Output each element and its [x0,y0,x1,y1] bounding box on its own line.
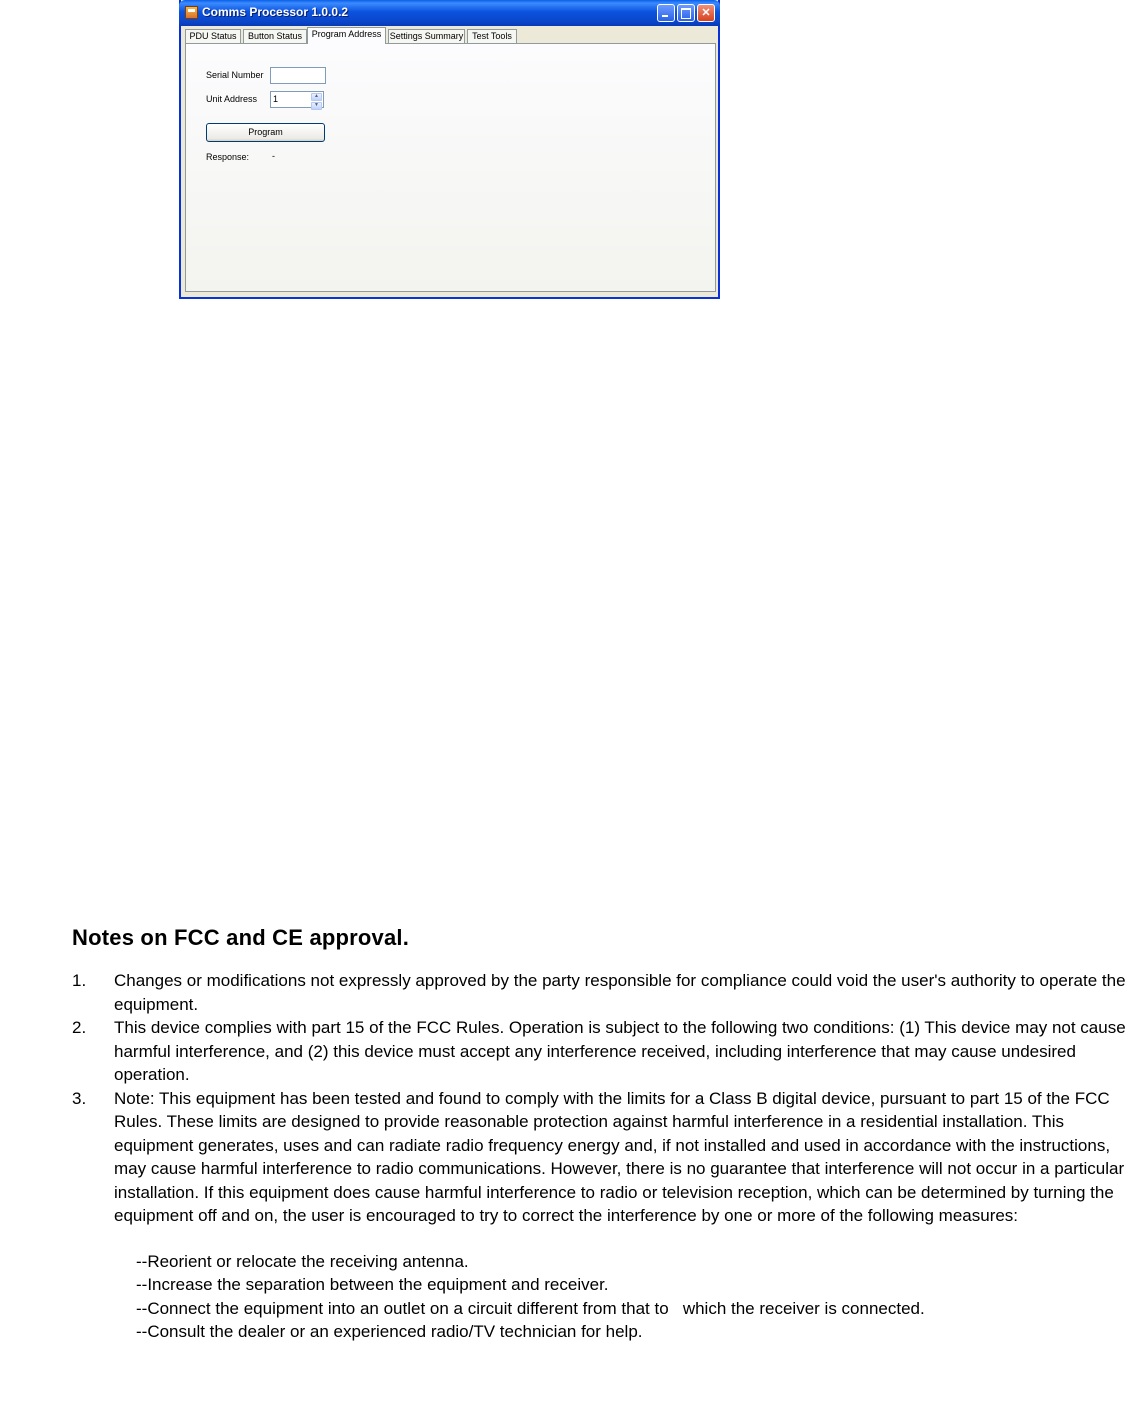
tab-test-tools[interactable]: Test Tools [467,29,517,44]
tab-program-address[interactable]: Program Address [307,27,386,44]
serial-number-label: Serial Number [206,70,264,80]
list-item [72,1016,1132,1087]
spin-up-icon[interactable]: ▲ [311,93,322,101]
item-number: 2. [72,1018,87,1037]
response-value: - [272,151,275,161]
app-window [179,0,720,299]
notes-list [72,969,1132,1228]
item-text: This device complies with part 15 of the FCC Rules. Operation is subject to the following two conditions: (1) This device may not cause harmful interference, and (2) this device must accept any interference received, including interference that may cause undesired operation. [114,1018,1126,1084]
item-number: 3. [72,1088,87,1108]
close-icon[interactable]: ✕ [697,4,715,22]
measure-item: --Reorient or relocate the receiving antenna. [136,1251,469,1271]
notes-heading: Notes on FCC and CE approval. [72,925,410,950]
unit-address-value: 1 [273,94,279,104]
unit-address-stepper[interactable] [270,91,324,108]
window-title: Comms Processor 1.0.0.2 [202,5,349,19]
item-text: Changes or modifications not expressly approved by the party responsible for compliance could void the user's authority to operate the equipment. [114,971,1126,1014]
item-text: Note: This equipment has been tested and found to comply with the limits for a Class B digital device, pursuant to part 15 of the FCC Rules. These limits are designed to provide reasonable protection against harmful interference in a residential installation. This equipment generates, uses and can radiate radio frequency energy and, if not installed and used in accordance with the instructions, may cause harmful interference to radio communications. However, there is no guarantee that interference will not occur in a particular installation. If this equipment does cause harmful interference to radio or television reception, which can be determined by turning the equipment off and on, the user is encouraged to try to correct the interference by one or more of the following measures: [114,1088,1125,1225]
unit-address-label: Unit Address [206,94,258,104]
tab-button-status[interactable]: Button Status [243,29,307,44]
measure-item: --Consult the dealer or an experienced radio/TV technician for help. [136,1322,643,1341]
maximize-icon[interactable] [677,4,695,22]
measure-item: --Connect the equipment into an outlet on a circuit different from that to which the receiver is connected. [136,1298,925,1318]
tab-settings-summary[interactable]: Settings Summary [388,29,465,44]
spin-down-icon[interactable]: ▼ [311,102,322,110]
program-address-panel [185,43,716,292]
tab-pdu-status[interactable]: PDU Status [185,29,241,44]
program-button[interactable]: Program [206,123,325,142]
list-item [72,969,1132,1016]
fcc-notes [72,925,1132,1344]
spinner-icon[interactable] [311,93,322,107]
list-item [72,1087,1132,1228]
minimize-icon[interactable] [657,4,675,22]
measures-list [72,1250,1132,1344]
title-bar[interactable] [179,0,720,26]
serial-number-input[interactable] [270,67,326,84]
measure-item: --Increase the separation between the equipment and receiver. [136,1275,609,1294]
response-label: Response: [206,152,250,162]
item-number: 1. [72,971,87,990]
app-icon [185,6,198,19]
